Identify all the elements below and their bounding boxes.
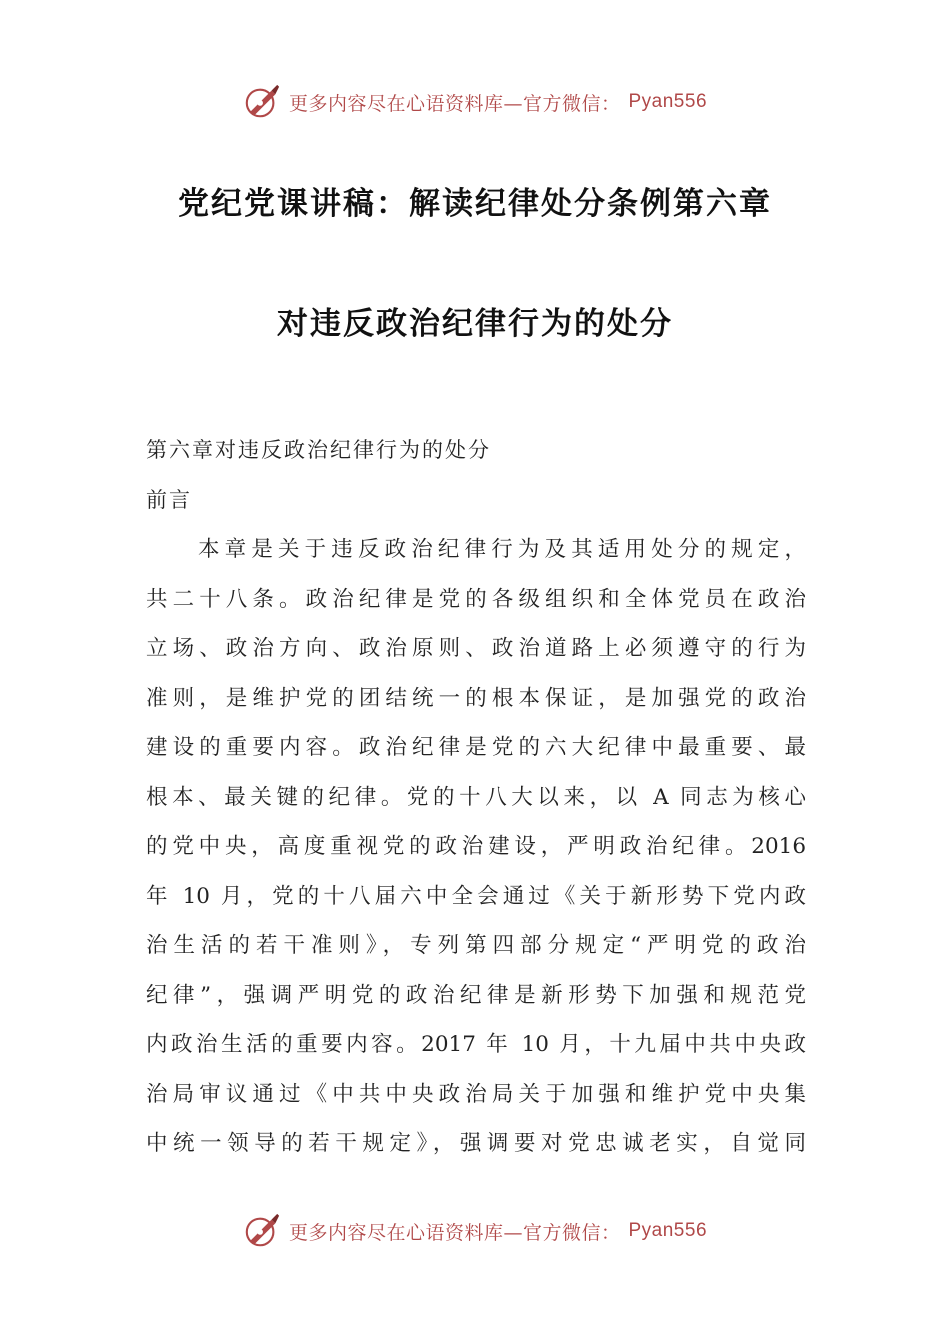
body-line: 内政治生活的重要内容。2017 年 10 月，十九届中共中央政 [146,1032,806,1057]
watermark-wechat-id: Pyan556 [628,91,708,112]
footer-watermark [0,1209,950,1253]
body-line: 建设的重要内容。政治纪律是党的六大纪律中最重要、最 [146,735,806,760]
document-title-line-1: 党纪党课讲稿：解读纪律处分条例第六章 [178,186,772,222]
body-line: 治生活的若干准则》，专列第四部分规定“严明党的政治 [146,933,806,958]
body-line: 纪律”，强调严明党的政治纪律是新形势下加强和规范党 [146,982,806,1008]
body-line: 共二十八条。政治纪律是党的各级组织和全体党员在政治 [146,586,806,612]
header-watermark [0,80,950,124]
body-line: 的党中央，高度重视党的政治建设，严明政治纪律。2016 [146,834,806,859]
watermark-wechat-id: Pyan556 [628,1220,708,1241]
watermark-text: 更多内容尽在心语资料库—官方微信： [288,92,621,115]
body-line: 本章是关于违反政治纪律行为及其适用处分的规定， [198,537,806,562]
body-line: 年 10 月，党的十八届六中全会通过《关于新形势下党内政 [146,883,806,909]
body-line: 根本、最关键的纪律。党的十八大以来，以 A 同志为核心 [146,784,806,810]
preface-heading: 前言 [146,488,192,512]
document-title-line-2: 对违反政治纪律行为的处分 [277,306,673,342]
body-line: 准则，是维护党的团结统一的根本保证，是加强党的政治 [146,685,806,711]
watermark-text: 更多内容尽在心语资料库—官方微信： [288,1221,621,1244]
body-line: 中统一领导的若干规定》，强调要对党忠诚老实，自觉同 [146,1131,806,1156]
pen-logo-icon [243,1212,281,1250]
body-paragraph [146,530,806,1174]
body-line: 立场、政治方向、政治原则、政治道路上必须遵守的行为 [146,636,806,661]
chapter-heading: 第六章对违反政治纪律行为的处分 [146,438,491,462]
pen-logo-icon [243,83,281,121]
body-line: 治局审议通过《中共中央政治局关于加强和维护党中央集 [146,1081,806,1107]
